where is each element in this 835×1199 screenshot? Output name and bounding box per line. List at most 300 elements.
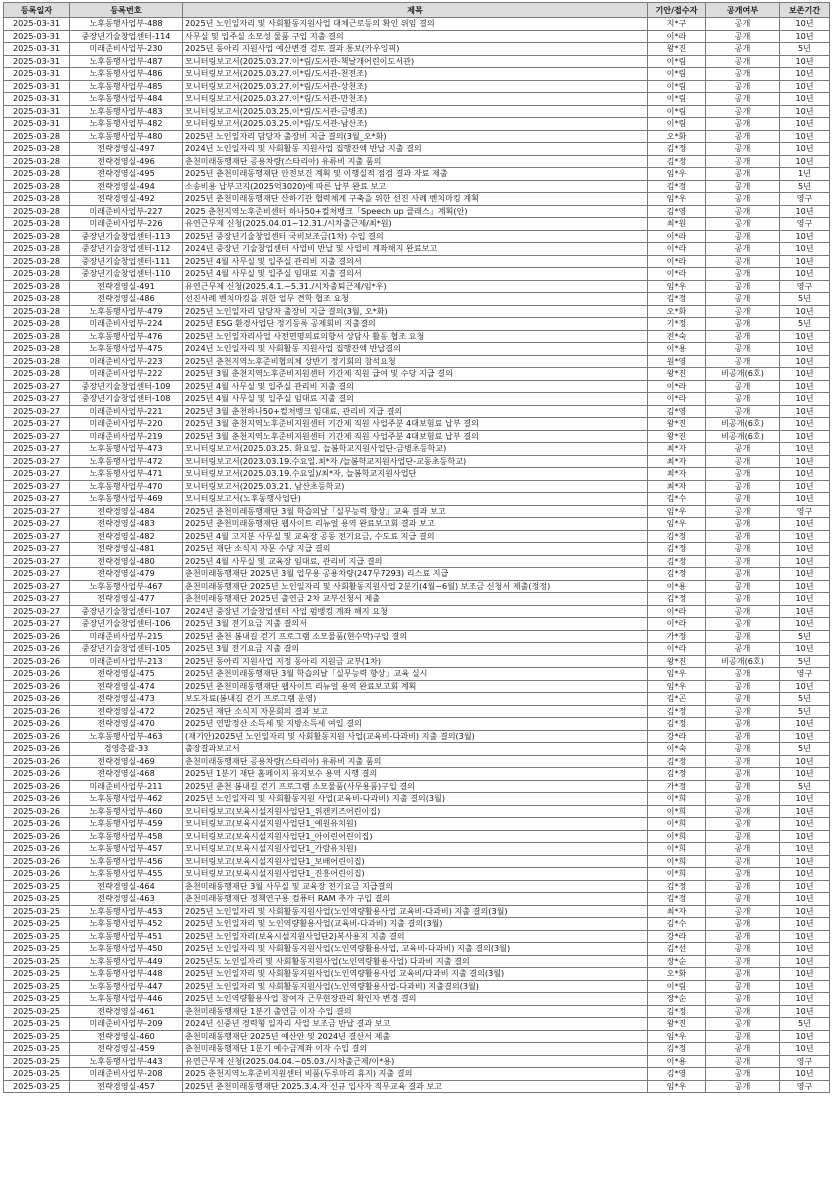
cell-author: 강*라 [648, 730, 706, 743]
cell-title: 2025년 동아리 지원사업 지정 동아리 지원금 교부(1차) [183, 655, 648, 668]
cell-retention: 10년 [780, 468, 830, 481]
cell-author: 김*정 [648, 1043, 706, 1056]
cell-author: 이*희 [648, 818, 706, 831]
cell-disclosure: 공개 [706, 1043, 780, 1056]
cell-date: 2025-03-25 [4, 1068, 70, 1081]
cell-title: 2025년 3월 전기요금 지출 결의 [183, 643, 648, 656]
table-row [4, 468, 830, 481]
cell-date: 2025-03-28 [4, 280, 70, 293]
cell-disclosure: 공개 [706, 105, 780, 118]
table-row [4, 480, 830, 493]
cell-retention: 10년 [780, 268, 830, 281]
table-row [4, 193, 830, 206]
cell-date: 2025-03-28 [4, 355, 70, 368]
cell-author: 이*라 [648, 605, 706, 618]
table-row [4, 105, 830, 118]
cell-retention: 10년 [780, 943, 830, 956]
cell-retention: 10년 [780, 243, 830, 256]
cell-reg-number: 노후동행사업부-485 [70, 80, 183, 93]
table-row [4, 305, 830, 318]
cell-title: 2025년도 노인일자리 및 사회활동지원사업(노인역량활용사업) 다과비 지출 결의 [183, 955, 648, 968]
table-row [4, 143, 830, 156]
table-row [4, 555, 830, 568]
cell-author: 김*정 [648, 143, 706, 156]
cell-author: 이*희 [648, 868, 706, 881]
cell-title: 2025년 춘천미래동행재단 산하기관 협력체계 구축을 위한 선진 사례 벤치마킹 계획 [183, 193, 648, 206]
cell-disclosure: 공개 [706, 55, 780, 68]
cell-retention: 5년 [780, 693, 830, 706]
cell-disclosure: 비공개(6호) [706, 368, 780, 381]
cell-title: 2025년 노인일자리(보육시설지원사업단2)복사용지 지출 결의 [183, 930, 648, 943]
cell-retention: 5년 [780, 780, 830, 793]
table-row [4, 155, 830, 168]
cell-reg-number: 전략경영실-459 [70, 1043, 183, 1056]
cell-disclosure: 공개 [706, 693, 780, 706]
cell-reg-number: 노후동행사업부-480 [70, 130, 183, 143]
cell-title: 모니터링보고서(2025.03.25.이*림/도서관-금병조) [183, 105, 648, 118]
cell-reg-number: 전략경영실-482 [70, 530, 183, 543]
cell-author: 임*우 [648, 505, 706, 518]
cell-author: 임*우 [648, 193, 706, 206]
cell-author: 임*우 [648, 680, 706, 693]
cell-retention: 영구 [780, 1080, 830, 1093]
cell-title: 모니터링보고서(2025.03.27.이*림/도서관-만천조) [183, 93, 648, 106]
cell-date: 2025-03-26 [4, 793, 70, 806]
table-row [4, 255, 830, 268]
cell-date: 2025-03-25 [4, 930, 70, 943]
cell-author: 최*원 [648, 218, 706, 231]
cell-title: 2025년 4월 고지분 사무실 및 교육장 공동 전기요금, 수도료 지급 결의 [183, 530, 648, 543]
cell-title: 2025년 춘천미래동행재단 안전보건 계획 및 이행실적 점검 결과 자료 제출 [183, 168, 648, 181]
cell-title: 2025년 재단 소식지 자문 수당 지급 결의 [183, 543, 648, 556]
cell-author: 임*우 [648, 1030, 706, 1043]
cell-author: 이*희 [648, 830, 706, 843]
table-row [4, 280, 830, 293]
cell-reg-number: 노후동행사업부-473 [70, 443, 183, 456]
cell-reg-number: 미래준비사업부-220 [70, 418, 183, 431]
cell-disclosure: 공개 [706, 768, 780, 781]
table-row [4, 293, 830, 306]
cell-disclosure: 비공개(6호) [706, 418, 780, 431]
cell-title: 2025년 3월 춘천지역노후준비지원센터 기간제 직원 사업주분 4대보험료 납부 결의 [183, 430, 648, 443]
cell-date: 2025-03-26 [4, 755, 70, 768]
cell-author: 이*숙 [648, 743, 706, 756]
cell-disclosure: 공개 [706, 880, 780, 893]
cell-reg-number: 중장년기술창업센터-107 [70, 605, 183, 618]
table-row [4, 1005, 830, 1018]
table-row [4, 93, 830, 106]
cell-disclosure: 공개 [706, 755, 780, 768]
cell-author: 이*라 [648, 255, 706, 268]
cell-disclosure: 공개 [706, 955, 780, 968]
table-row [4, 18, 830, 31]
cell-author: 김*영 [648, 205, 706, 218]
table-row [4, 843, 830, 856]
table-row [4, 780, 830, 793]
cell-retention: 영구 [780, 505, 830, 518]
cell-title: 2025년 춘천미래동행재단 웹사이트 리뉴얼 용역 완료보고회 결과 보고 [183, 518, 648, 531]
cell-date: 2025-03-26 [4, 780, 70, 793]
table-row [4, 968, 830, 981]
cell-author: 임*우 [648, 668, 706, 681]
cell-author: 이*용 [648, 580, 706, 593]
cell-reg-number: 중장년기술창업센터-106 [70, 618, 183, 631]
cell-title: 춘천미래동행재단 1분기 출연금 이자 수입 결의 [183, 1005, 648, 1018]
cell-retention: 영구 [780, 193, 830, 206]
cell-title: 모니터링보고서(2025.03.27.이*림/도서관-천전조) [183, 68, 648, 81]
cell-author: 김*정 [648, 530, 706, 543]
cell-disclosure: 공개 [706, 343, 780, 356]
cell-retention: 10년 [780, 1068, 830, 1081]
cell-reg-number: 노후동행사업부-449 [70, 955, 183, 968]
cell-title: 모니터링보고(보육시설지원사업단1_진흥어린이집) [183, 868, 648, 881]
cell-reg-number: 노후동행사업부-450 [70, 943, 183, 956]
cell-author: 오*화 [648, 305, 706, 318]
cell-title: 2025년 춘천지역노후준비협의체 상반기 정기회의 참석요청 [183, 355, 648, 368]
cell-date: 2025-03-28 [4, 343, 70, 356]
cell-disclosure: 공개 [706, 268, 780, 281]
cell-disclosure: 공개 [706, 393, 780, 406]
cell-reg-number: 노후동행사업부-467 [70, 580, 183, 593]
cell-retention: 10년 [780, 555, 830, 568]
cell-date: 2025-03-25 [4, 980, 70, 993]
cell-disclosure: 공개 [706, 893, 780, 906]
cell-date: 2025-03-28 [4, 318, 70, 331]
cell-disclosure: 공개 [706, 30, 780, 43]
cell-author: 왕*진 [648, 1018, 706, 1031]
column-header-title: 제목 [183, 3, 648, 18]
cell-reg-number: 노후동행사업부-469 [70, 493, 183, 506]
cell-reg-number: 전략경영실-473 [70, 693, 183, 706]
table-row [4, 880, 830, 893]
cell-author: 이*라 [648, 618, 706, 631]
column-header-disclosure: 공개여부 [706, 3, 780, 18]
table-row [4, 55, 830, 68]
table-row [4, 518, 830, 531]
table-row [4, 855, 830, 868]
cell-date: 2025-03-28 [4, 368, 70, 381]
cell-author: 이*림 [648, 80, 706, 93]
cell-retention: 10년 [780, 930, 830, 943]
cell-retention: 10년 [780, 843, 830, 856]
cell-date: 2025-03-26 [4, 843, 70, 856]
cell-disclosure: 공개 [706, 205, 780, 218]
cell-date: 2025-03-25 [4, 893, 70, 906]
cell-retention: 10년 [780, 380, 830, 393]
cell-author: 이*희 [648, 805, 706, 818]
cell-date: 2025-03-31 [4, 93, 70, 106]
cell-date: 2025-03-27 [4, 430, 70, 443]
cell-disclosure: 공개 [706, 180, 780, 193]
cell-author: 김*정 [648, 543, 706, 556]
table-row [4, 993, 830, 1006]
cell-disclosure: 공개 [706, 93, 780, 106]
cell-title: 2025년 연말정산 소득세 및 지방소득세 여입 결의 [183, 718, 648, 731]
cell-disclosure: 비공개(6호) [706, 655, 780, 668]
cell-retention: 10년 [780, 980, 830, 993]
cell-reg-number: 미래준비사업부-223 [70, 355, 183, 368]
cell-retention: 10년 [780, 955, 830, 968]
cell-author: 이*희 [648, 855, 706, 868]
cell-reg-number: 미래준비사업부-211 [70, 780, 183, 793]
cell-retention: 10년 [780, 55, 830, 68]
cell-retention: 5년 [780, 43, 830, 56]
cell-reg-number: 노후동행사업부-476 [70, 330, 183, 343]
cell-title: 춘천미래동행재단 2025년 3월 업무용 공용차량(247무7293) 리스료 지급 [183, 568, 648, 581]
cell-author: 이*림 [648, 980, 706, 993]
cell-retention: 10년 [780, 68, 830, 81]
cell-date: 2025-03-26 [4, 830, 70, 843]
table-row [4, 543, 830, 556]
cell-date: 2025-03-28 [4, 243, 70, 256]
cell-reg-number: 전략경영실-494 [70, 180, 183, 193]
cell-author: 최*자 [648, 905, 706, 918]
cell-reg-number: 노후동행사업부-447 [70, 980, 183, 993]
cell-author: 김*정 [648, 893, 706, 906]
cell-disclosure: 공개 [706, 980, 780, 993]
cell-author: 김*정 [648, 593, 706, 606]
cell-reg-number: 전략경영실-472 [70, 705, 183, 718]
cell-title: 유연근무제 신청(2025.4.1.~5.31./시차출퇴근제/임*우) [183, 280, 648, 293]
table-row [4, 805, 830, 818]
cell-title: 2025년 노인일자리 및 사회활동지원사업(노인역량활용사업 교육비-다과비) 지출 결의(3월) [183, 905, 648, 918]
cell-disclosure: 공개 [706, 830, 780, 843]
cell-title: 모니터링보고서(2025.03.21. 남산초등학교) [183, 480, 648, 493]
cell-title: (재기안)2025년 노인일자리 및 사회활동지원 사업(교육비-다과비) 지출 결의(3월) [183, 730, 648, 743]
cell-reg-number: 중장년기술창업센터-112 [70, 243, 183, 256]
cell-title: 2024년 노인일자리 및 사회활동 지원사업 집행잔액 반납 지출 결의 [183, 143, 648, 156]
cell-reg-number: 전략경영실-474 [70, 680, 183, 693]
cell-reg-number: 노후동행사업부-488 [70, 18, 183, 31]
cell-title: 모니터링보고(보육시설지원사업단1_위캔키즈어린이집) [183, 805, 648, 818]
table-row [4, 130, 830, 143]
cell-title: 춘천미래동행재단 공용차량(스타리아) 유류비 지출 품의 [183, 755, 648, 768]
cell-author: 김*정 [648, 293, 706, 306]
cell-title: 2025년 재단 소식지 자문회의 결과 보고 [183, 705, 648, 718]
cell-disclosure: 공개 [706, 68, 780, 81]
cell-retention: 5년 [780, 743, 830, 756]
cell-disclosure: 공개 [706, 918, 780, 931]
table-row [4, 918, 830, 931]
cell-disclosure: 공개 [706, 580, 780, 593]
cell-author: 전*숙 [648, 330, 706, 343]
table-row [4, 168, 830, 181]
cell-date: 2025-03-27 [4, 405, 70, 418]
cell-date: 2025-03-26 [4, 630, 70, 643]
cell-author: 왕*진 [648, 43, 706, 56]
cell-date: 2025-03-27 [4, 593, 70, 606]
cell-reg-number: 노후동행사업부-446 [70, 993, 183, 1006]
column-header-date: 등록일자 [4, 3, 70, 18]
cell-reg-number: 노후동행사업부-471 [70, 468, 183, 481]
cell-disclosure: 공개 [706, 805, 780, 818]
cell-reg-number: 미래준비사업부-209 [70, 1018, 183, 1031]
cell-date: 2025-03-26 [4, 805, 70, 818]
cell-date: 2025-03-31 [4, 18, 70, 31]
table-row [4, 405, 830, 418]
cell-disclosure: 공개 [706, 355, 780, 368]
cell-title: 2025년 춘천 봄내길 걷기 프로그램 소모물품(현수막)구입 결의 [183, 630, 648, 643]
cell-date: 2025-03-28 [4, 155, 70, 168]
cell-retention: 10년 [780, 455, 830, 468]
cell-retention: 10년 [780, 93, 830, 106]
table-row [4, 1018, 830, 1031]
cell-retention: 10년 [780, 80, 830, 93]
cell-retention: 10년 [780, 880, 830, 893]
table-row [4, 680, 830, 693]
cell-title: 2025년 춘천미래동행재단 웹사이트 리뉴얼 용역 완료보고회 계획 [183, 680, 648, 693]
table-row [4, 393, 830, 406]
cell-date: 2025-03-25 [4, 905, 70, 918]
cell-disclosure: 공개 [706, 43, 780, 56]
cell-retention: 10년 [780, 205, 830, 218]
cell-reg-number: 노후동행사업부-443 [70, 1055, 183, 1068]
cell-author: 이*림 [648, 55, 706, 68]
cell-disclosure: 공개 [706, 630, 780, 643]
cell-date: 2025-03-27 [4, 618, 70, 631]
cell-retention: 10년 [780, 155, 830, 168]
cell-author: 왕*진 [648, 418, 706, 431]
cell-date: 2025-03-26 [4, 743, 70, 756]
cell-title: 2025년 3월 춘천하나50+컬처뱅크 임대료, 관리비 지급 결의 [183, 405, 648, 418]
cell-disclosure: 공개 [706, 1068, 780, 1081]
cell-disclosure: 공개 [706, 493, 780, 506]
cell-author: 김*정 [648, 1005, 706, 1018]
cell-retention: 10년 [780, 830, 830, 843]
cell-disclosure: 공개 [706, 668, 780, 681]
cell-retention: 10년 [780, 530, 830, 543]
cell-title: 유연근무제 신청(2025.04.04.~05.03./시차출근제/이*용) [183, 1055, 648, 1068]
cell-disclosure: 공개 [706, 455, 780, 468]
cell-reg-number: 노후동행사업부-462 [70, 793, 183, 806]
cell-reg-number: 전략경영실-491 [70, 280, 183, 293]
cell-title: 2025년 4월 사무실 및 입주실 관리비 지출 결의서 [183, 255, 648, 268]
cell-disclosure: 공개 [706, 605, 780, 618]
table-row [4, 443, 830, 456]
cell-reg-number: 노후동행사업부-482 [70, 118, 183, 131]
cell-retention: 10년 [780, 230, 830, 243]
cell-date: 2025-03-26 [4, 680, 70, 693]
cell-title: 2025년 노인일자리 및 사회활동지원사업(노인역량활용사업, 교육비-다과비) 지출 결의(3월) [183, 943, 648, 956]
cell-title: 2025년 노인일자리 및 사회활동지원 사업(교육비-다과비) 지출 결의(3월) [183, 793, 648, 806]
cell-date: 2025-03-28 [4, 168, 70, 181]
cell-reg-number: 노후동행사업부-453 [70, 905, 183, 918]
table-row [4, 230, 830, 243]
cell-date: 2025-03-28 [4, 180, 70, 193]
cell-title: 출장결과보고서 [183, 743, 648, 756]
cell-retention: 10년 [780, 730, 830, 743]
table-row [4, 793, 830, 806]
cell-title: 춘천미래동행재단 3월 사무실 및 교육장 전기요금 지급결의 [183, 880, 648, 893]
cell-author: 김*정 [648, 705, 706, 718]
cell-date: 2025-03-28 [4, 130, 70, 143]
cell-retention: 5년 [780, 705, 830, 718]
table-row [4, 768, 830, 781]
table-row [4, 830, 830, 843]
cell-title: 2025년 중장년기술창업센터 국비보조금(1차) 수입 결의 [183, 230, 648, 243]
cell-author: 임*우 [648, 1080, 706, 1093]
cell-title: 춘천미래동행재단 2025년 출연금 2차 교부신청서 제출 [183, 593, 648, 606]
cell-date: 2025-03-31 [4, 68, 70, 81]
cell-date: 2025-03-26 [4, 718, 70, 731]
table-row [4, 605, 830, 618]
cell-reg-number: 중장년기술창업센터-105 [70, 643, 183, 656]
cell-author: 김*정 [648, 180, 706, 193]
cell-retention: 10년 [780, 443, 830, 456]
cell-retention: 영구 [780, 280, 830, 293]
cell-reg-number: 전략경영실-477 [70, 593, 183, 606]
cell-retention: 10년 [780, 868, 830, 881]
cell-date: 2025-03-25 [4, 1030, 70, 1043]
cell-disclosure: 공개 [706, 130, 780, 143]
table-row [4, 43, 830, 56]
cell-retention: 10년 [780, 855, 830, 868]
table-row [4, 268, 830, 281]
cell-date: 2025-03-26 [4, 668, 70, 681]
cell-disclosure: 공개 [706, 280, 780, 293]
table-row [4, 655, 830, 668]
cell-disclosure: 비공개(6호) [706, 430, 780, 443]
cell-retention: 10년 [780, 755, 830, 768]
cell-retention: 10년 [780, 118, 830, 131]
table-row [4, 1080, 830, 1093]
cell-author: 김*영 [648, 405, 706, 418]
cell-retention: 영구 [780, 218, 830, 231]
cell-retention: 10년 [780, 1030, 830, 1043]
cell-reg-number: 미래준비사업부-222 [70, 368, 183, 381]
cell-reg-number: 중장년기술창업센터-113 [70, 230, 183, 243]
table-row [4, 418, 830, 431]
cell-author: 이*림 [648, 118, 706, 131]
table-row [4, 1068, 830, 1081]
cell-title: 2025년 춘천 봄내길 걷기 프로그램 소모물품(사무용품)구입 결의 [183, 780, 648, 793]
cell-disclosure: 공개 [706, 705, 780, 718]
cell-reg-number: 노후동행사업부-487 [70, 55, 183, 68]
cell-disclosure: 공개 [706, 1080, 780, 1093]
cell-author: 김*정 [648, 768, 706, 781]
table-row [4, 955, 830, 968]
cell-title: 2025년 3월 전기요금 지출 결의서 [183, 618, 648, 631]
cell-date: 2025-03-26 [4, 655, 70, 668]
cell-date: 2025-03-28 [4, 205, 70, 218]
table-row [4, 368, 830, 381]
cell-reg-number: 미래준비사업부-227 [70, 205, 183, 218]
cell-date: 2025-03-28 [4, 293, 70, 306]
table-row [4, 905, 830, 918]
cell-retention: 10년 [780, 518, 830, 531]
table-row [4, 1043, 830, 1056]
table-row [4, 330, 830, 343]
cell-reg-number: 전략경영실-470 [70, 718, 183, 731]
cell-date: 2025-03-25 [4, 1055, 70, 1068]
cell-disclosure: 공개 [706, 143, 780, 156]
cell-disclosure: 공개 [706, 618, 780, 631]
cell-disclosure: 공개 [706, 905, 780, 918]
cell-retention: 10년 [780, 993, 830, 1006]
cell-author: 이*라 [648, 380, 706, 393]
cell-disclosure: 공개 [706, 943, 780, 956]
table-row [4, 818, 830, 831]
cell-date: 2025-03-28 [4, 268, 70, 281]
cell-author: 이*용 [648, 1055, 706, 1068]
cell-disclosure: 공개 [706, 680, 780, 693]
table-row [4, 218, 830, 231]
column-header-author: 기안/접수자 [648, 3, 706, 18]
cell-author: 김*선 [648, 943, 706, 956]
cell-title: 모니터링보고(보육시설지원사업단1_보배어린이집) [183, 855, 648, 868]
cell-reg-number: 노후동행사업부-459 [70, 818, 183, 831]
cell-title: 2025년 춘천미래동행재단 3월 학습의날「실무능력 향상」교육 결과 보고 [183, 505, 648, 518]
